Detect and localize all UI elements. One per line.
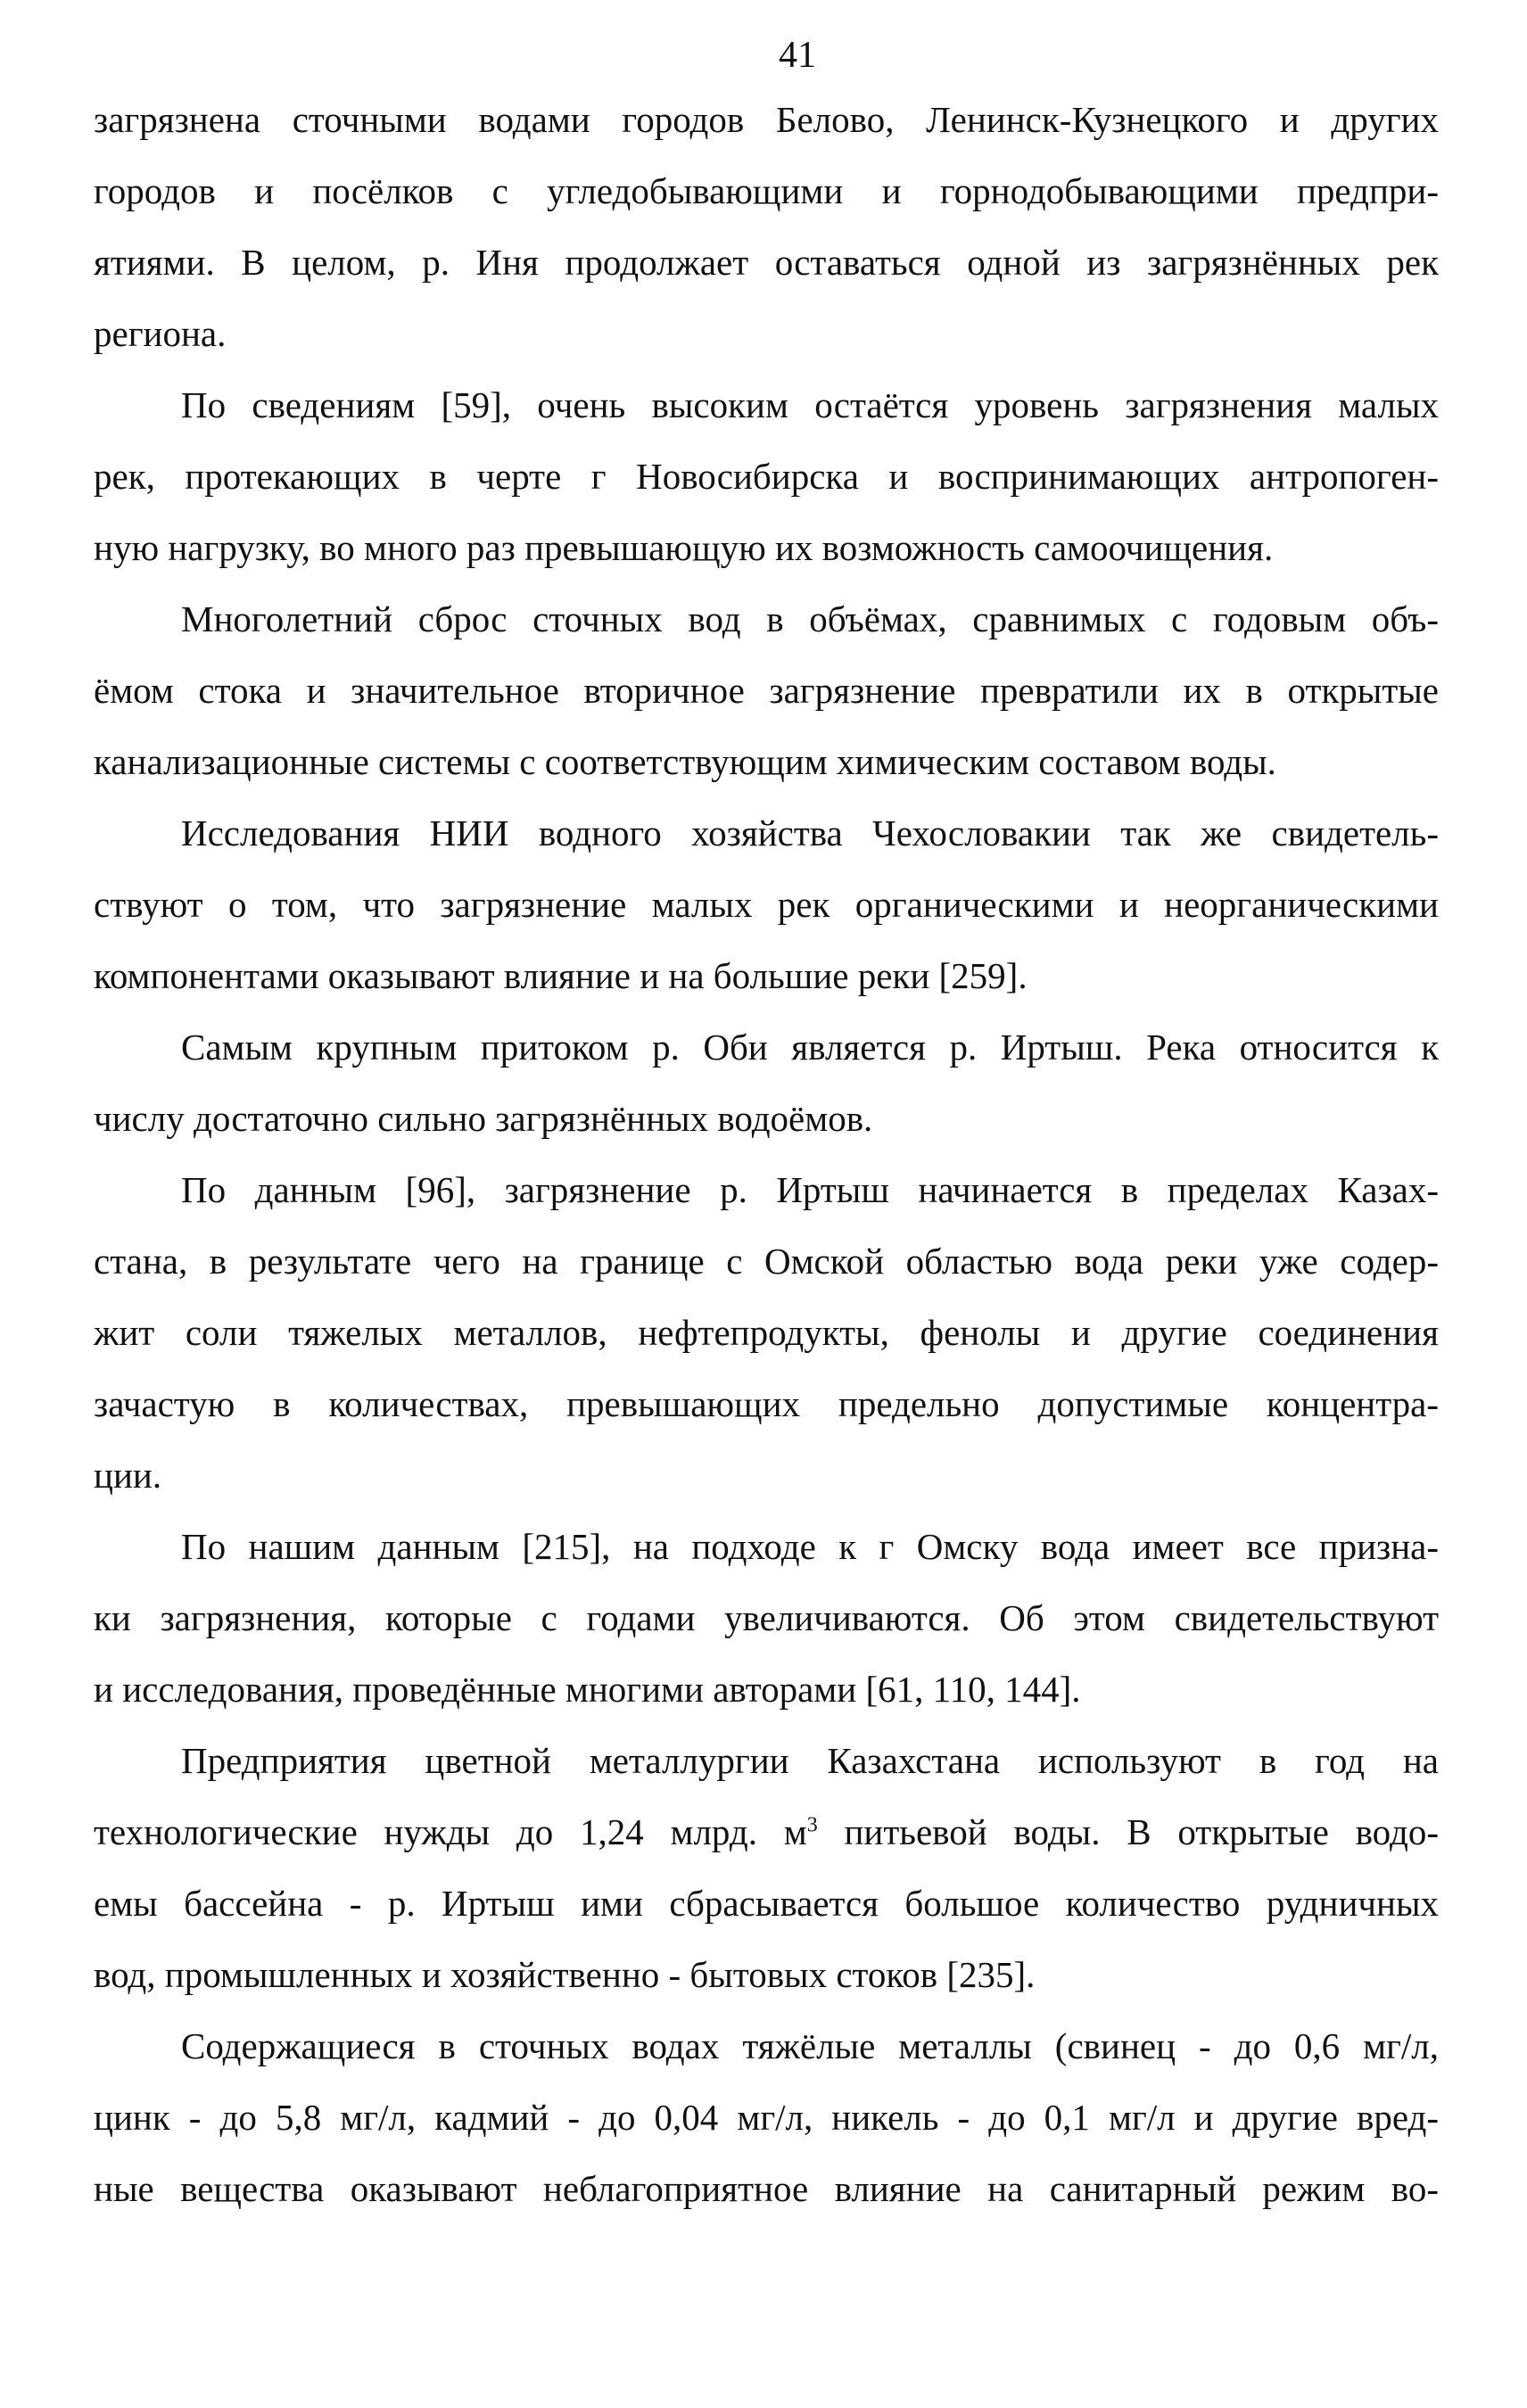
text-segment: питьевой воды. В открытые водо- xyxy=(817,1811,1439,1852)
paragraph xyxy=(94,369,1439,583)
text-line: Самым крупным притоком р. Оби является р. Иртыш. Река относится к xyxy=(181,1027,1439,1068)
document-page xyxy=(94,27,1439,2224)
text-line: числу достаточно сильно загрязнённых водоёмов. xyxy=(94,1098,873,1139)
text-line: региона. xyxy=(94,313,227,354)
paragraph xyxy=(94,84,1439,369)
text-line-with-superscript xyxy=(94,1796,1439,1868)
text-line: загрязнена сточными водами городов Белово, Ленинск-Кузнецкого и других xyxy=(94,99,1439,140)
text-line: По данным [96], загрязнение р. Иртыш начинается в пределах Казах- xyxy=(181,1169,1439,1210)
text-segment: технологические нужды до 1,24 млрд. м xyxy=(94,1811,807,1852)
paragraph xyxy=(94,1011,1439,1154)
text-line: зачастую в количествах, превышающих предельно допустимые концентра- xyxy=(94,1383,1439,1424)
paragraph xyxy=(94,2010,1439,2224)
text-line: Предприятия цветной металлургии Казахстана используют в год на xyxy=(181,1740,1439,1781)
text-line: ёмом стока и значительное вторичное загрязнение превратили их в открытые xyxy=(94,670,1439,711)
text-line: рек, протекающих в черте г Новосибирска и воспринимающих антропоген- xyxy=(94,456,1439,497)
text-line: Исследования НИИ водного хозяйства Чехословакии так же свидетель- xyxy=(181,812,1439,854)
paragraph xyxy=(94,1725,1439,2010)
text-line: Многолетний сброс сточных вод в объёмах, сравнимых с годовым объ- xyxy=(181,598,1439,639)
superscript: 3 xyxy=(806,1813,818,1837)
text-line: и исследования, проведённые многими авторами [61, 110, 144]. xyxy=(94,1669,1081,1710)
page-number: 41 xyxy=(779,35,816,76)
text-line: ятиями. В целом, р. Иня продолжает оставаться одной из загрязнённых рек xyxy=(94,242,1439,283)
text-line: Содержащиеся в сточных водах тяжёлые металлы (свинец - до 0,6 мг/л, xyxy=(181,2025,1439,2066)
text-line: емы бассейна - р. Иртыш ими сбрасывается большое количество рудничных xyxy=(94,1883,1439,1924)
text-line: цинк - до 5,8 мг/л, кадмий - до 0,04 мг/л, никель - до 0,1 мг/л и другие вред- xyxy=(94,2097,1439,2138)
paragraph xyxy=(94,583,1439,797)
paragraph xyxy=(94,1154,1439,1511)
paragraph xyxy=(94,797,1439,1011)
text-line: вод, промышленных и хозяйственно - бытовых стоков [235]. xyxy=(94,1954,1036,1995)
text-line: По сведениям [59], очень высоким остаётся уровень загрязнения малых xyxy=(181,384,1439,425)
text-line: ции. xyxy=(94,1455,162,1496)
text-line: ствуют о том, что загрязнение малых рек органическими и неорганическими xyxy=(94,884,1439,925)
text-line: компонентами оказывают влияние и на большие реки [259]. xyxy=(94,955,1028,996)
paragraph xyxy=(94,1511,1439,1725)
text-line: городов и посёлков с угледобывающими и горнодобывающими предпри- xyxy=(94,170,1439,211)
text-line: стана, в результате чего на границе с Омской областью вода реки уже содер- xyxy=(94,1241,1439,1282)
text-line: ные вещества оказывают неблагоприятное влияние на санитарный режим во- xyxy=(94,2168,1439,2209)
text-line: ки загрязнения, которые с годами увеличиваются. Об этом свидетельствуют xyxy=(94,1597,1439,1638)
text-line: По нашим данным [215], на подходе к г Омску вода имеет все призна- xyxy=(181,1526,1439,1567)
text-line: жит соли тяжелых металлов, нефтепродукты, фенолы и другие соединения xyxy=(94,1312,1439,1353)
text-line: канализационные системы с соответствующим химическим составом воды. xyxy=(94,741,1276,782)
text-line: ную нагрузку, во много раз превышающую их возможность самоочищения. xyxy=(94,527,1274,568)
